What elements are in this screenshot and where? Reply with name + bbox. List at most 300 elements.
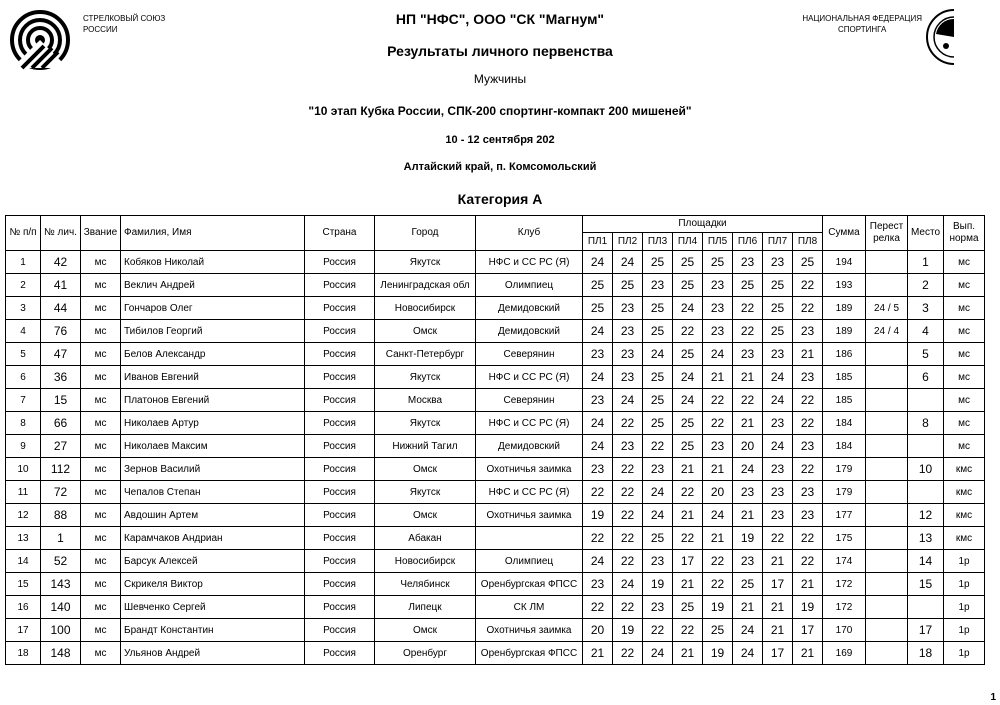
cell-score-pl5: 25 <box>703 619 733 642</box>
cell-score-pl8: 23 <box>793 504 823 527</box>
cell-score-pl3: 24 <box>643 481 673 504</box>
cell-score-pl3: 25 <box>643 389 673 412</box>
cell-country: Россия <box>305 527 375 550</box>
cell-place <box>908 389 944 412</box>
cell-score-pl1: 19 <box>583 504 613 527</box>
cell-score-pl6: 24 <box>733 458 763 481</box>
cell-score-pl2: 24 <box>613 389 643 412</box>
cell-club: НФС и СС РС (Я) <box>476 251 583 274</box>
cell-score-pl1: 25 <box>583 274 613 297</box>
cell-score-pl1: 24 <box>583 550 613 573</box>
header-grounds: Площадки <box>583 216 823 233</box>
header-ground-2: ПЛ2 <box>613 233 643 251</box>
table-row <box>6 481 985 504</box>
cell-city: Омск <box>375 458 476 481</box>
cell-lic: 72 <box>41 481 81 504</box>
cell-score-pl1: 22 <box>583 596 613 619</box>
cell-club: Демидовский <box>476 320 583 343</box>
cell-rank: мс <box>81 527 121 550</box>
cell-norm: 1р <box>944 619 985 642</box>
cell-score-pl6: 19 <box>733 527 763 550</box>
cell-place: 13 <box>908 527 944 550</box>
cell-num: 17 <box>6 619 41 642</box>
cell-lic: 148 <box>41 642 81 665</box>
cell-num: 4 <box>6 320 41 343</box>
cell-country: Россия <box>305 619 375 642</box>
cell-rank: мс <box>81 481 121 504</box>
table-row <box>6 573 985 596</box>
cell-score-pl7: 23 <box>763 481 793 504</box>
cell-score-pl5: 20 <box>703 481 733 504</box>
sporting-federation-name: НАЦИОНАЛЬНАЯ ФЕДЕРАЦИЯ СПОРТИНГА <box>802 14 922 34</box>
cell-place: 17 <box>908 619 944 642</box>
cell-country: Россия <box>305 389 375 412</box>
cell-score-pl7: 25 <box>763 320 793 343</box>
cell-place: 8 <box>908 412 944 435</box>
results-table <box>5 215 985 665</box>
cell-lic: 47 <box>41 343 81 366</box>
cell-num: 16 <box>6 596 41 619</box>
cell-score-pl4: 24 <box>673 366 703 389</box>
cell-place <box>908 435 944 458</box>
cell-score-pl8: 19 <box>793 596 823 619</box>
cell-score-pl3: 25 <box>643 366 673 389</box>
cell-city: Челябинск <box>375 573 476 596</box>
cell-city: Якутск <box>375 251 476 274</box>
cell-sum: 172 <box>823 573 866 596</box>
cell-score-pl4: 24 <box>673 297 703 320</box>
cell-num: 15 <box>6 573 41 596</box>
cell-country: Россия <box>305 320 375 343</box>
cell-score-pl7: 24 <box>763 389 793 412</box>
cell-name: Платонов Евгений <box>121 389 305 412</box>
cell-country: Россия <box>305 366 375 389</box>
cell-score-pl5: 24 <box>703 504 733 527</box>
cell-club: Охотничья заимка <box>476 619 583 642</box>
cell-place: 14 <box>908 550 944 573</box>
cell-city: Оренбург <box>375 642 476 665</box>
cell-club: Олимпиец <box>476 274 583 297</box>
cell-score-pl1: 21 <box>583 642 613 665</box>
cell-score-pl4: 22 <box>673 619 703 642</box>
cell-place: 6 <box>908 366 944 389</box>
cell-sum: 179 <box>823 481 866 504</box>
cell-lic: 36 <box>41 366 81 389</box>
cell-score-pl4: 21 <box>673 504 703 527</box>
cell-norm: мс <box>944 435 985 458</box>
cell-country: Россия <box>305 412 375 435</box>
cell-sum: 175 <box>823 527 866 550</box>
table-row <box>6 504 985 527</box>
cell-country: Россия <box>305 458 375 481</box>
cell-score-pl3: 23 <box>643 596 673 619</box>
cell-score-pl4: 22 <box>673 527 703 550</box>
cell-score-pl7: 17 <box>763 573 793 596</box>
cell-score-pl8: 25 <box>793 251 823 274</box>
cell-name: Чепалов Степан <box>121 481 305 504</box>
cell-score-pl6: 23 <box>733 481 763 504</box>
cell-lic: 1 <box>41 527 81 550</box>
cell-score-pl1: 22 <box>583 527 613 550</box>
cell-rank: мс <box>81 412 121 435</box>
cell-score-pl6: 21 <box>733 596 763 619</box>
cell-sum: 193 <box>823 274 866 297</box>
cell-score-pl6: 20 <box>733 435 763 458</box>
cell-rank: мс <box>81 619 121 642</box>
cell-rank: мс <box>81 366 121 389</box>
cell-lic: 76 <box>41 320 81 343</box>
cell-score-pl5: 21 <box>703 527 733 550</box>
cell-score-pl7: 21 <box>763 596 793 619</box>
cell-city: Омск <box>375 619 476 642</box>
cell-country: Россия <box>305 251 375 274</box>
cell-city: Ленинградская обл <box>375 274 476 297</box>
cell-club: Демидовский <box>476 297 583 320</box>
cell-score-pl7: 23 <box>763 504 793 527</box>
table-row <box>6 458 985 481</box>
cell-sum: 185 <box>823 389 866 412</box>
cell-lic: 100 <box>41 619 81 642</box>
table-row <box>6 642 985 665</box>
cell-club: Северянин <box>476 389 583 412</box>
cell-score-pl8: 22 <box>793 527 823 550</box>
cell-score-pl6: 25 <box>733 573 763 596</box>
cell-score-pl5: 23 <box>703 320 733 343</box>
cell-city: Омск <box>375 504 476 527</box>
cell-score-pl5: 22 <box>703 389 733 412</box>
cell-num: 6 <box>6 366 41 389</box>
table-row <box>6 389 985 412</box>
cell-score-pl3: 24 <box>643 504 673 527</box>
cell-num: 7 <box>6 389 41 412</box>
cell-score-pl3: 24 <box>643 642 673 665</box>
competition-place: Алтайский край, п. Комсомольский <box>403 161 597 173</box>
results-title: Результаты личного первенства <box>387 43 613 59</box>
cell-score-pl8: 22 <box>793 412 823 435</box>
cell-place <box>908 596 944 619</box>
cell-country: Россия <box>305 642 375 665</box>
cell-shootoff <box>866 596 908 619</box>
cell-score-pl5: 22 <box>703 412 733 435</box>
cell-score-pl6: 24 <box>733 619 763 642</box>
cell-score-pl4: 21 <box>673 573 703 596</box>
cell-name: Скрикеля Виктор <box>121 573 305 596</box>
cell-lic: 112 <box>41 458 81 481</box>
cell-score-pl8: 22 <box>793 550 823 573</box>
cell-lic: 143 <box>41 573 81 596</box>
cell-score-pl4: 17 <box>673 550 703 573</box>
cell-score-pl8: 22 <box>793 389 823 412</box>
table-row <box>6 343 985 366</box>
cell-num: 10 <box>6 458 41 481</box>
cell-sum: 189 <box>823 297 866 320</box>
cell-score-pl2: 23 <box>613 366 643 389</box>
cell-score-pl1: 23 <box>583 343 613 366</box>
cell-shootoff <box>866 642 908 665</box>
cell-score-pl5: 25 <box>703 251 733 274</box>
cell-shootoff <box>866 481 908 504</box>
cell-score-pl2: 22 <box>613 504 643 527</box>
cell-score-pl2: 24 <box>613 251 643 274</box>
cell-score-pl5: 22 <box>703 550 733 573</box>
cell-score-pl1: 23 <box>583 573 613 596</box>
cell-score-pl8: 22 <box>793 297 823 320</box>
cell-norm: 1р <box>944 550 985 573</box>
cell-score-pl6: 21 <box>733 412 763 435</box>
cell-club: СК ЛМ <box>476 596 583 619</box>
cell-num: 11 <box>6 481 41 504</box>
header-norm: Вып. норма <box>944 216 985 251</box>
cell-rank: мс <box>81 251 121 274</box>
cell-score-pl3: 25 <box>643 527 673 550</box>
header-lic: № лич. <box>41 216 81 251</box>
header-ground-3: ПЛ3 <box>643 233 673 251</box>
cell-norm: кмс <box>944 458 985 481</box>
cell-city: Новосибирск <box>375 550 476 573</box>
table-row <box>6 412 985 435</box>
cell-club: Охотничья заимка <box>476 504 583 527</box>
cell-num: 12 <box>6 504 41 527</box>
table-row <box>6 527 985 550</box>
cell-score-pl3: 25 <box>643 251 673 274</box>
cell-score-pl3: 25 <box>643 297 673 320</box>
cell-score-pl5: 23 <box>703 297 733 320</box>
cell-norm: мс <box>944 366 985 389</box>
cell-place: 10 <box>908 458 944 481</box>
shooting-union-name: СТРЕЛКОВЫЙ СОЮЗ РОССИИ <box>83 14 166 34</box>
cell-score-pl4: 25 <box>673 435 703 458</box>
cell-shootoff <box>866 435 908 458</box>
cell-score-pl6: 22 <box>733 297 763 320</box>
cell-country: Россия <box>305 435 375 458</box>
cell-score-pl3: 25 <box>643 320 673 343</box>
organizer-title: НП "НФС", ООО "СК "Магнум" <box>395 11 605 27</box>
cell-place: 5 <box>908 343 944 366</box>
cell-norm: мс <box>944 297 985 320</box>
cell-score-pl8: 23 <box>793 320 823 343</box>
cell-name: Ульянов Андрей <box>121 642 305 665</box>
cell-name: Гончаров Олег <box>121 297 305 320</box>
cell-sum: 169 <box>823 642 866 665</box>
cell-shootoff <box>866 389 908 412</box>
header-shootoff: Перест релка <box>866 216 908 251</box>
cell-sum: 189 <box>823 320 866 343</box>
cell-score-pl5: 21 <box>703 366 733 389</box>
table-row <box>6 435 985 458</box>
cell-lic: 27 <box>41 435 81 458</box>
cell-score-pl4: 22 <box>673 481 703 504</box>
cell-score-pl4: 24 <box>673 389 703 412</box>
cell-score-pl7: 23 <box>763 343 793 366</box>
cell-rank: мс <box>81 435 121 458</box>
cell-name: Иванов Евгений <box>121 366 305 389</box>
cell-score-pl3: 23 <box>643 458 673 481</box>
cell-score-pl4: 21 <box>673 458 703 481</box>
cell-place: 3 <box>908 297 944 320</box>
cell-rank: мс <box>81 550 121 573</box>
cell-sum: 172 <box>823 596 866 619</box>
cell-score-pl5: 23 <box>703 274 733 297</box>
cell-club: Северянин <box>476 343 583 366</box>
cell-num: 8 <box>6 412 41 435</box>
cell-score-pl6: 21 <box>733 366 763 389</box>
cell-score-pl2: 22 <box>613 527 643 550</box>
cell-score-pl1: 23 <box>583 458 613 481</box>
table-row <box>6 320 985 343</box>
cell-score-pl7: 21 <box>763 619 793 642</box>
cell-score-pl7: 25 <box>763 274 793 297</box>
cell-club: НФС и СС РС (Я) <box>476 366 583 389</box>
cell-rank: мс <box>81 642 121 665</box>
cell-score-pl4: 25 <box>673 251 703 274</box>
cell-score-pl2: 23 <box>613 343 643 366</box>
cell-norm: кмс <box>944 504 985 527</box>
cell-score-pl1: 23 <box>583 389 613 412</box>
cell-shootoff: 24 / 4 <box>866 320 908 343</box>
header-ground-1: ПЛ1 <box>583 233 613 251</box>
cell-score-pl2: 23 <box>613 297 643 320</box>
cell-score-pl8: 21 <box>793 642 823 665</box>
header-ground-7: ПЛ7 <box>763 233 793 251</box>
cell-score-pl4: 25 <box>673 412 703 435</box>
header-country: Страна <box>305 216 375 251</box>
cell-score-pl2: 25 <box>613 274 643 297</box>
competition-title: "10 этап Кубка России, СПК-200 спортинг-компакт 200 мишеней" <box>308 104 692 118</box>
cell-norm: 1р <box>944 642 985 665</box>
cell-score-pl7: 25 <box>763 297 793 320</box>
cell-score-pl1: 24 <box>583 251 613 274</box>
cell-num: 1 <box>6 251 41 274</box>
cell-rank: мс <box>81 458 121 481</box>
cell-score-pl7: 21 <box>763 550 793 573</box>
cell-score-pl7: 23 <box>763 251 793 274</box>
cell-score-pl2: 22 <box>613 550 643 573</box>
cell-shootoff <box>866 504 908 527</box>
cell-norm: кмс <box>944 527 985 550</box>
cell-club: НФС и СС РС (Я) <box>476 412 583 435</box>
cell-shootoff <box>866 527 908 550</box>
cell-club: НФС и СС РС (Я) <box>476 481 583 504</box>
cell-num: 9 <box>6 435 41 458</box>
cell-score-pl1: 24 <box>583 435 613 458</box>
cell-place: 1 <box>908 251 944 274</box>
cell-club: Олимпиец <box>476 550 583 573</box>
cell-score-pl7: 23 <box>763 412 793 435</box>
cell-score-pl1: 20 <box>583 619 613 642</box>
cell-sum: 179 <box>823 458 866 481</box>
cell-score-pl2: 22 <box>613 481 643 504</box>
cell-num: 13 <box>6 527 41 550</box>
cell-lic: 66 <box>41 412 81 435</box>
cell-score-pl8: 23 <box>793 435 823 458</box>
cell-score-pl2: 22 <box>613 642 643 665</box>
cell-norm: 1р <box>944 596 985 619</box>
cell-rank: мс <box>81 504 121 527</box>
cell-score-pl8: 21 <box>793 573 823 596</box>
cell-rank: мс <box>81 343 121 366</box>
cell-score-pl5: 21 <box>703 458 733 481</box>
header-ground-8: ПЛ8 <box>793 233 823 251</box>
cell-name: Николаев Артур <box>121 412 305 435</box>
cell-shootoff <box>866 251 908 274</box>
cell-score-pl2: 22 <box>613 596 643 619</box>
cell-shootoff: 24 / 5 <box>866 297 908 320</box>
cell-club: Оренбургская ФПСС <box>476 573 583 596</box>
cell-score-pl8: 17 <box>793 619 823 642</box>
cell-norm: мс <box>944 389 985 412</box>
cell-country: Россия <box>305 297 375 320</box>
cell-sum: 174 <box>823 550 866 573</box>
header-num: № п/п <box>6 216 41 251</box>
header-place: Место <box>908 216 944 251</box>
cell-score-pl5: 22 <box>703 573 733 596</box>
header-ground-6: ПЛ6 <box>733 233 763 251</box>
cell-score-pl7: 22 <box>763 527 793 550</box>
cell-norm: мс <box>944 251 985 274</box>
cell-sum: 177 <box>823 504 866 527</box>
cell-score-pl7: 24 <box>763 366 793 389</box>
header-name: Фамилия, Имя <box>121 216 305 251</box>
cell-norm: 1р <box>944 573 985 596</box>
competition-dates: 10 - 12 сентября 202 <box>445 134 555 146</box>
cell-norm: мс <box>944 412 985 435</box>
cell-lic: 140 <box>41 596 81 619</box>
cell-norm: мс <box>944 343 985 366</box>
cell-num: 3 <box>6 297 41 320</box>
cell-score-pl8: 23 <box>793 481 823 504</box>
cell-name: Карамчаков Андриан <box>121 527 305 550</box>
header-rank: Звание <box>81 216 121 251</box>
cell-norm: кмс <box>944 481 985 504</box>
cell-shootoff <box>866 343 908 366</box>
cell-place: 15 <box>908 573 944 596</box>
cell-name: Белов Александр <box>121 343 305 366</box>
cell-score-pl2: 22 <box>613 412 643 435</box>
cell-norm: мс <box>944 274 985 297</box>
cell-city: Абакан <box>375 527 476 550</box>
header-club: Клуб <box>476 216 583 251</box>
cell-num: 2 <box>6 274 41 297</box>
cell-place <box>908 481 944 504</box>
cell-score-pl6: 22 <box>733 320 763 343</box>
cell-score-pl6: 23 <box>733 343 763 366</box>
cell-score-pl6: 22 <box>733 389 763 412</box>
header-ground-4: ПЛ4 <box>673 233 703 251</box>
cell-name: Авдошин Артем <box>121 504 305 527</box>
cell-sum: 194 <box>823 251 866 274</box>
cell-score-pl2: 24 <box>613 573 643 596</box>
cell-club <box>476 527 583 550</box>
cell-place: 18 <box>908 642 944 665</box>
cell-score-pl8: 22 <box>793 458 823 481</box>
cell-city: Якутск <box>375 481 476 504</box>
cell-club: Охотничья заимка <box>476 458 583 481</box>
table-row <box>6 366 985 389</box>
cell-name: Кобяков Николай <box>121 251 305 274</box>
cell-country: Россия <box>305 550 375 573</box>
gender-title: Мужчины <box>473 72 527 86</box>
cell-score-pl4: 21 <box>673 642 703 665</box>
cell-score-pl2: 22 <box>613 458 643 481</box>
cell-club: Демидовский <box>476 435 583 458</box>
cell-lic: 42 <box>41 251 81 274</box>
cell-score-pl2: 23 <box>613 320 643 343</box>
cell-shootoff <box>866 366 908 389</box>
cell-score-pl6: 21 <box>733 504 763 527</box>
cell-shootoff <box>866 274 908 297</box>
cell-score-pl5: 19 <box>703 596 733 619</box>
cell-name: Брандт Константин <box>121 619 305 642</box>
